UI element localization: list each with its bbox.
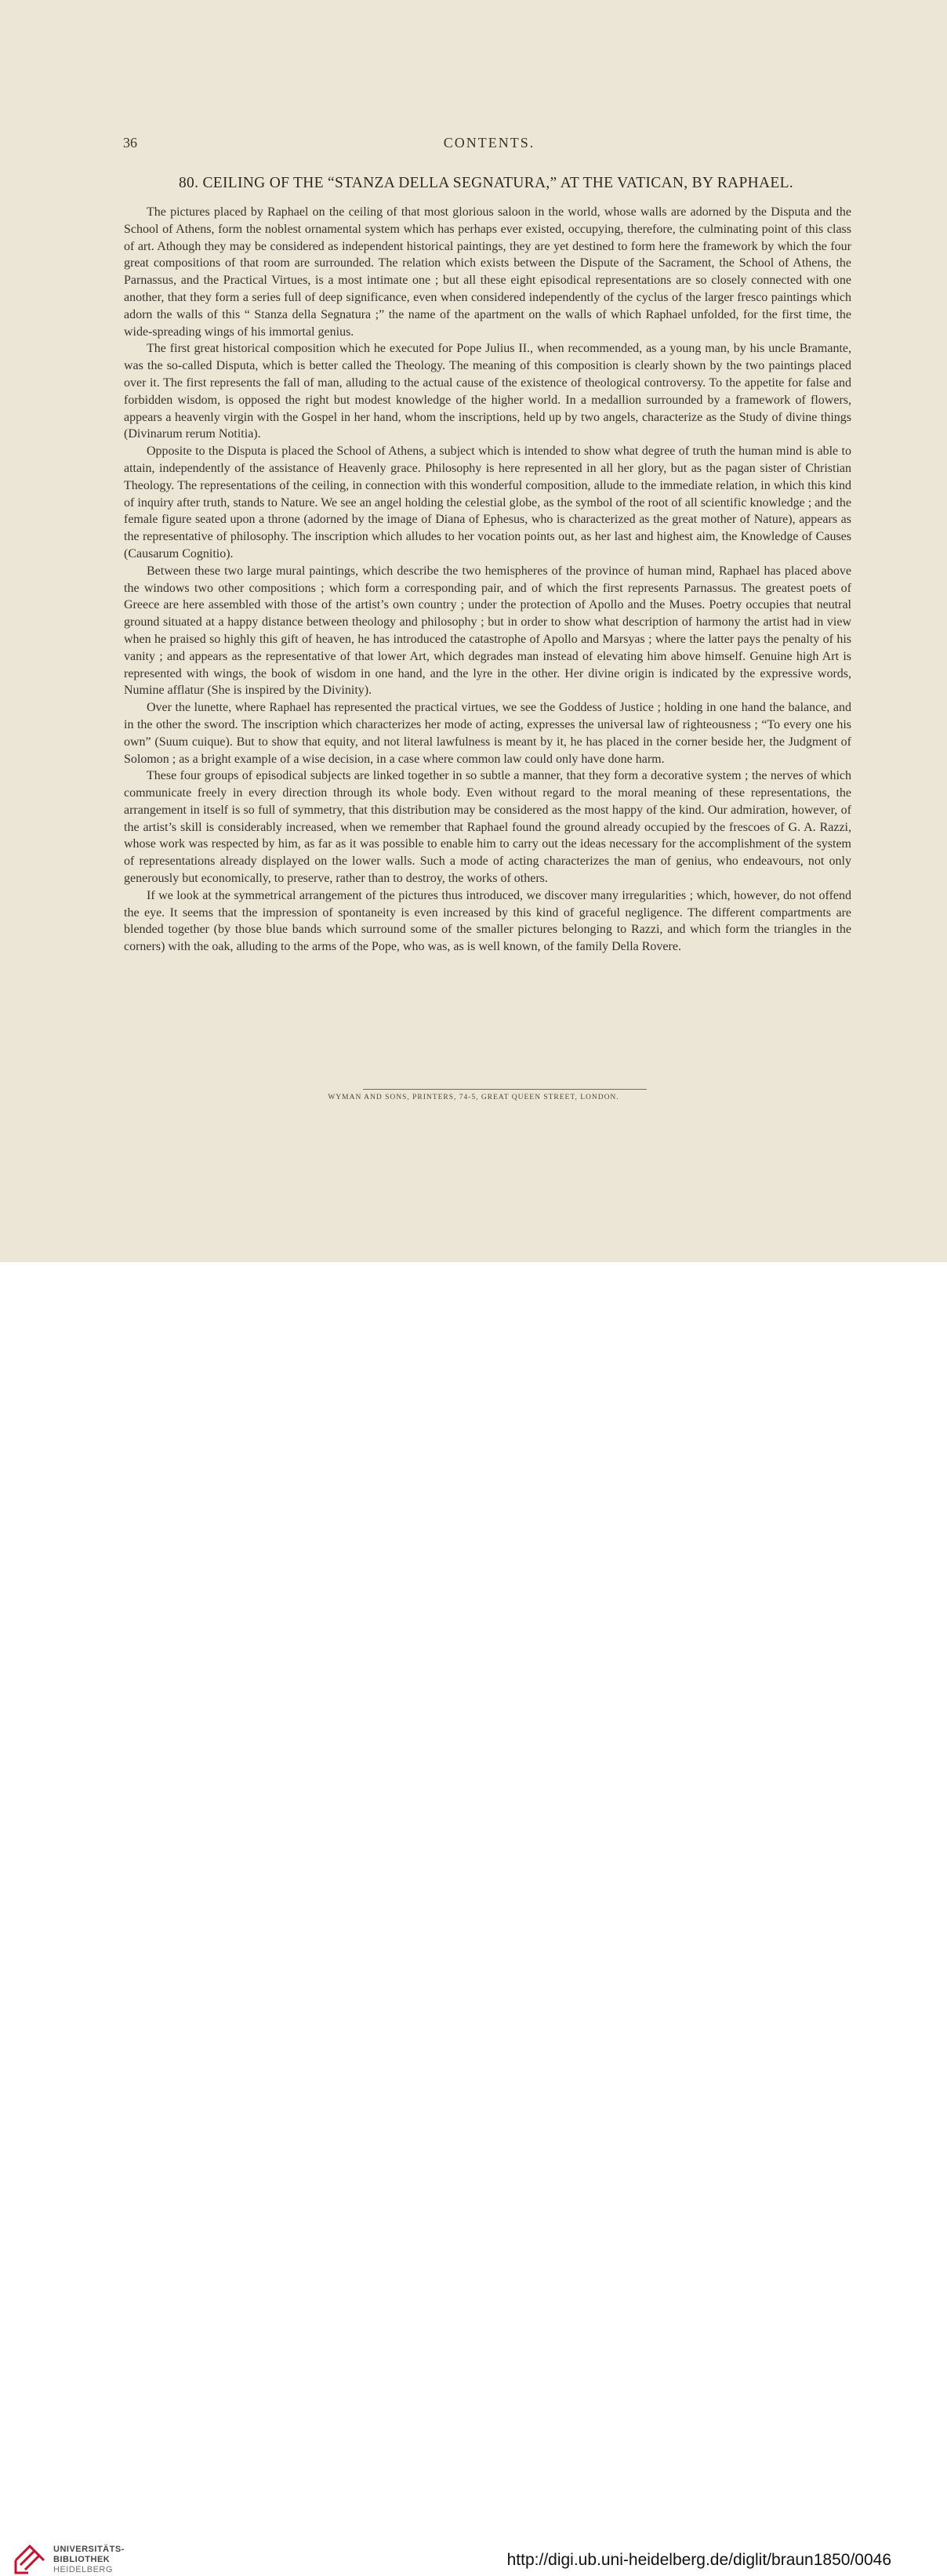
library-logo-icon: [13, 2542, 47, 2576]
section-title: 80. CEILING OF THE “STANZA DELLA SEGNATURA,” AT THE VATICAN, BY RAPHAEL.: [179, 175, 793, 191]
imprint-rule: [363, 1089, 647, 1090]
library-name: [53, 2545, 125, 2575]
library-name-line2: BIBLIOTHEK: [53, 2555, 111, 2564]
page-number: 36: [123, 135, 137, 151]
running-head-text: CONTENTS.: [443, 135, 535, 151]
paragraph: Over the lunette, where Raphael has represented the practical virtues, we see the Goddess of Justice ; holding in one hand the balance, and in the other the sword. The inscription which characterizes her mode of acting, expresses the universal law of righteousness ; “To every one his own” (Suum cuique). But to show that equity, and not literal lawfulness is meant by it, he has placed in the corner beside her, the Judgment of Solomon ; as a bright example of a wise decision, in a case where common law could only have done harm.: [124, 701, 851, 766]
printer-imprint: WYMAN AND SONS, PRINTERS, 74-5, GREAT QUEEN STREET, LONDON.: [328, 1094, 619, 1101]
body-text: [124, 204, 851, 956]
library-name-line3: HEIDELBERG: [53, 2565, 113, 2574]
page-scan: [0, 0, 947, 1262]
paragraph: The pictures placed by Raphael on the ceiling of that most glorious saloon in the world, whose walls are adorned by the Disputa and the School of Athens, form the noblest ornamental system which has perhaps ever existed, occupying, therefore, the culminating point of this class of art. Athough they may be considered as independent historical paintings, they are yet destined to form here the framework by which the four great compositions of that room are surrounded. The relation which exists between the Dispute of the Sacrament, the School of Athens, the Parnassus, and the Practical Virtues, is a most intimate one ; but all these eight episodical representations are so closely connected with one another, that they form a series full of deep significance, even when considered independently of the cyclus of the larger fresco paintings which adorn the walls of this “ Stanza della Segnatura ;” the name of the apartment on the walls of which Raphael unfolded, for the first time, the wide-spreading wings of his immortal genius.: [124, 205, 851, 339]
paragraph: These four groups of episodical subjects are linked together in so subtle a manner, that they form a decorative system ; the nerves of which communicate freely in every direction through its whole body. Even without regard to the moral meaning of these representations, the arrangement in itself is so full of symmetry, that this distribution may be considered as the most happy of the kind. Our admiration, however, of the artist’s skill is considerably increased, when we remember that Raphael found the ground already occupied by the frescoes of G. A. Razzi, whose work was respected by him, as far as it was possible to enable him to carry out the ideas necessary for the accomplishment of the system of representations already displayed on the lower walls. Such a mode of acting characterizes the man of genius, who endeavours, not only generously but economically, to preserve, rather than to destroy, the works of others.: [124, 769, 851, 886]
running-head: [0, 135, 947, 151]
library-name-line1: UNIVERSITÄTS-: [53, 2545, 125, 2554]
paragraph: If we look at the symmetrical arrangement of the pictures thus introduced, we discover many irregularities ; which, however, do not offend the eye. It seems that the impression of spontaneity is even increased by this kind of graceful negligence. The different compartments are blended together (by those blue bands which surround some of the smaller pictures belonging to Razzi, and which form the triangles in the corners) with the oak, alluding to the arms of the Pope, who was, as is well known, of the family Della Rovere.: [124, 888, 851, 954]
permalink-url[interactable]: http://digi.ub.uni-heidelberg.de/diglit/braun1850/0046: [506, 2551, 891, 2569]
library-footer: [0, 1262, 947, 2574]
paragraph: The first great historical composition which he executed for Pope Julius II., when recommended, as a young man, by his uncle Bramante, was the so-called Disputa, which is better called the Theology. The meaning of this composition is clearly shown by the two paintings placed over it. The first represents the fall of man, alluding to the actual cause of the existence of theological controversy. To the appetite for false and forbidden wisdom, is opposed the right but modest knowledge of the higher world. In a medallion surrounded by a framework of flowers, appears a heavenly virgin with the Gospel in her hand, whom the inscriptions, held up by two angels, characterize as the Study of divine things (Divinarum rerum Notitia).: [124, 342, 851, 441]
paragraph: Between these two large mural paintings, which describe the two hemispheres of the province of human mind, Raphael has placed above the windows two other compositions ; which form a corresponding pair, and of which the first represents Parnassus. The greatest poets of Greece are here assembled with those of the artist’s own country ; under the protection of Apollo and the Muses. Poetry occupies that neutral ground situated at a happy distance between theology and philosophy ; but in order to show what description of harmony the artist had in view when he praised so highly this gift of heaven, he has introduced the catastrophe of Apollo and Marsyas ; where the latter pays the penalty of his vanity ; and appears as the representative of that lower Art, which degrades man instead of elevating him above himself. Genuine high Art is represented with wings, the book of wisdom in one hand, and the lyre in the other. Her divine origin is indicated by the expressive words, Numine afflatur (She is inspired by the Divinity).: [124, 564, 851, 698]
paragraph: Opposite to the Disputa is placed the School of Athens, a subject which is intended to show what degree of truth the human mind is able to attain, independently of the assistance of Heavenly grace. Philosophy is here represented in all her glory, but as the pagan sister of Christian Theology. The representations of the ceiling, in connection with this wonderful composition, allude to the immediate relation, in which this kind of inquiry after truth, stands to Nature. We see an angel holding the celestial globe, as the symbol of the root of all scientific knowledge ; and the female figure seated upon a throne (adorned by the image of Diana of Ephesus, who is characterized as the great mother of Nature), appears as the representative of philosophy. The inscription which alludes to her vocation points out, as her last and highest aim, the Knowledge of Causes (Causarum Cognitio).: [124, 444, 851, 561]
